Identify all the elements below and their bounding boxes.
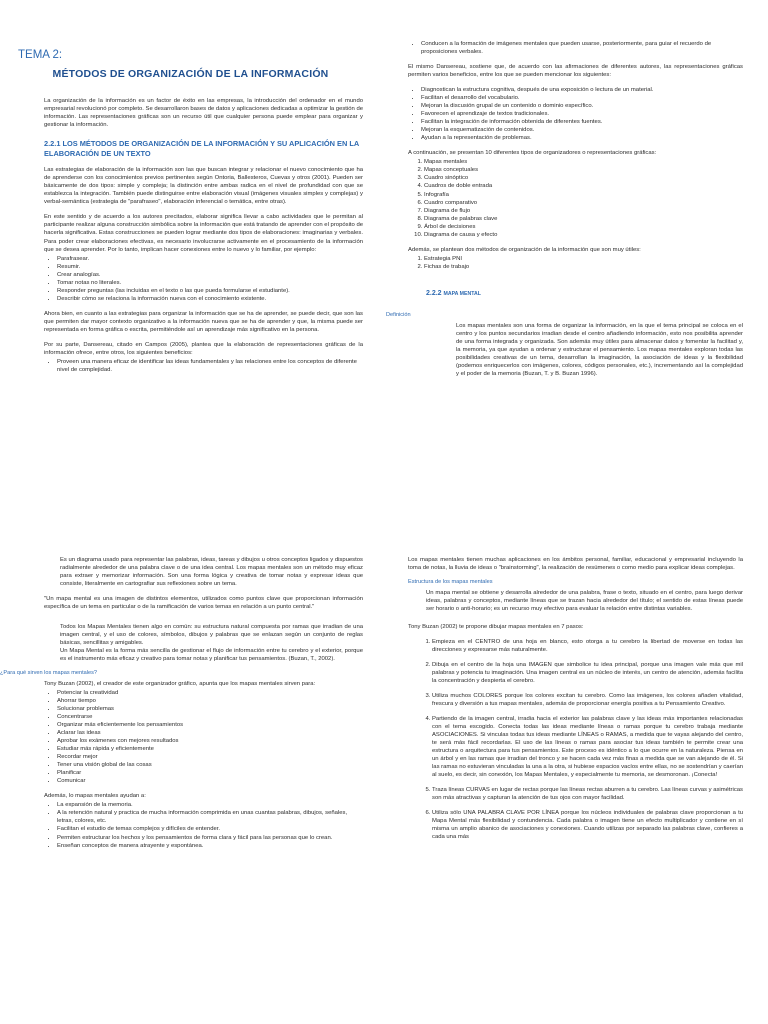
topic-number: TEMA 2:	[18, 49, 63, 61]
paragraph: Tony Buzan (2002), el creador de este organizador gráfico, apunta que los mapas mentales sirven para:	[44, 680, 316, 687]
list-item: • Recordar mejor	[57, 753, 363, 761]
list-item: 6. Cuadro comparativo	[424, 199, 743, 207]
paragraph: Un mapa mental se obtiene y desarrolla alrededor de una palabra, frase o texto, situado en el centro, para luego derivar ideas, palabras y conceptos, mediante líneas que se trazan hacia alrededor del título; el sentido de estas líneas puede ser horario o anti-horario; es un recurso muy efectivo para evaluar la relación entre distintas variables.	[426, 589, 743, 612]
definition-label: Definición	[386, 312, 411, 319]
section-title: MAPA MENTAL	[443, 290, 481, 297]
page-3	[0, 556, 363, 857]
paragraph: A continuación, se presentan 10 diferentes tipos de organizadores o representaciones gráficas:	[408, 150, 657, 157]
list-item: • Crear analogías.	[57, 271, 363, 279]
benefits-list	[44, 358, 363, 374]
paragraph: Además, lo mapas mentales ayudan a:	[44, 793, 146, 800]
list-item: 1. Mapas mentales	[424, 158, 743, 166]
paragraph: Un Mapa Mental es la forma más sencilla de gestionar el flujo de información entre tu cerebro y el exterior, porque es el instrumento más eficaz y creativo para tomar notas y planificar tus pensamientos. (Buzan, T., 2002).	[60, 648, 363, 663]
list-item: • Diagnostican la estructura cognitiva, después de una exposición o lectura de un material.	[421, 86, 743, 94]
question-label: ¿Para qué sirven los mapas mentales?	[0, 670, 98, 677]
helps-list	[44, 801, 363, 849]
list-item: • Permiten estructurar los hechos y los pensamientos de forma clara y fácil para las personas que lo crean.	[57, 834, 363, 842]
list-item: • Describir cómo se relaciona la información nueva con el conocimiento existente.	[57, 295, 363, 303]
paragraph: Las estrategias de elaboración de la información son las que buscan integrar y relacionar el nuevo conocimiento que ha de aprenderse con los conocimientos previos pertinentes según Ontoria, Ballesteros, Cuevas y otros (2001). Pueden ser básicamente de dos tipos: simple y compleja; la distinción entre ambas radica en el nivel de profundidad con que se establezca la integración. También puede distinguirse entre elaboración visual (imágenes visuales simples y complejas) y verbal-semántica (estrategia de "parafraseo", elaboración inferencial o temática, entre otras).	[44, 167, 363, 206]
list-item: • Proveen una manera eficaz de identificar las ideas fundamentales y las relaciones entre los conceptos de diferente nivel de complejidad.	[57, 358, 363, 374]
page-4	[408, 556, 743, 848]
list-item: • Parafrasear.	[57, 255, 363, 263]
list-item: 2. Dibuja en el centro de la hoja una IMAGEN que simbolice tu idea principal, porque una imagen vale más que mil palabras y potencia tu imaginación. Una imagen central es un núcleo de interés, un centro de atención, además facilita la concentración y despierta el cerebro.	[432, 661, 743, 685]
list-item: 1. Empieza en el CENTRO de una hoja en blanco, esto otorga a tu cerebro la libertad de moverse en todas las direcciones y expresarse más naturalmente.	[432, 638, 743, 654]
paragraph: Todos los Mapas Mentales tienen algo en común: su estructura natural compuesta por ramas que irradian de una imagen central, y el uso de colores, símbolos, dibujos y palabras que se enlazan según un conjunto de reglas básicas, sencillitas y amigables.	[60, 624, 363, 647]
list-item: • Ayudan a la representación de problemas.	[421, 134, 743, 142]
page-1	[18, 48, 363, 381]
organizer-types-list	[408, 158, 743, 238]
list-item: 4. Partiendo de la imagen central, irradia hacia el exterior las palabras clave y las ideas más importantes relacionadas con el tema escogido. Conecta todas las ideas mediante líneas o ramas porque tu cerebro trabaja mediante ASOCIACIONES. Si vinculas todas tus ideas mediante LÍNEAS o RAMAS, a medida que te vayas alejando del centro, te será más fácil recordarlas. El uso de las líneas o ramas para asociar tus ideas también te permite crear una estructura o arquitectura para tus pensamientos. Este proceso es idéntico a lo que ocurre en la naturaleza. Piensa en un árbol y en las ramas que irradian del tronco y se hacen cada vez más finas a medida que se van alejando de él. Si las ramas no estuvieran vinculadas la una a la otra, si hubiese espacios vacíos entre ellas, no se sostendrían y caerían al suelo, es decir, sin conexión, los Mapas Mentales, y especialmente tu memoria, se desmoronan. ¡Conecta!	[432, 715, 743, 779]
list-item: • Aprobar los exámenes con mejores resultados	[57, 737, 363, 745]
list-item: • Tomar notas no literales.	[57, 279, 363, 287]
list-item: • Planificar	[57, 769, 363, 777]
list-item: • La expansión de la memoria.	[57, 801, 363, 809]
section-number: 2.2.2	[426, 289, 442, 297]
list-item: • Facilitan el desarrollo del vocabulario.	[421, 94, 743, 102]
uses-list	[44, 689, 363, 785]
document-title: MÉTODOS DE ORGANIZACIÓN DE LA INFORMACIÓN	[52, 67, 329, 80]
section-heading-2-2-2	[426, 289, 743, 299]
list-item: • Comunicar	[57, 777, 363, 785]
list-item: • Responder preguntas (las incluidas en el texto o las que pueda formularse el estudiante).	[57, 287, 363, 295]
list-item: • Concentrarse	[57, 713, 363, 721]
paragraph: Es un diagrama usado para representar las palabras, ideas, tareas y dibujos u otros conceptos ligados y dispuestos radialmente alrededor de una palabra clave o de una idea central. Los mapas mentales son un método muy eficaz para extraer y memorizar información. Son una forma lógica y creativa de tomar notas y expresar ideas que consiste, literalmente en cartografiar sus reflexiones sobre un tema.	[60, 557, 363, 588]
list-item: 2. Fichas de trabajo	[424, 263, 743, 271]
list-item: • Tener una visión global de las cosas	[57, 761, 363, 769]
list-item: • Potenciar la creatividad	[57, 689, 363, 697]
paragraph: El mismo Dansereau, sostiene que, de acuerdo con las afirmaciones de diferentes autores, las representaciones gráficas permiten varios beneficios, entre los que se pueden mencionar los siguientes:	[408, 64, 743, 79]
list-item: 4. Cuadros de doble entrada	[424, 182, 743, 190]
elaboration-list	[44, 255, 363, 303]
list-item: • Ahorrar tiempo	[57, 697, 363, 705]
list-item: • Conducen a la formación de imágenes mentales que pueden usarse, posteriormente, para guiar el recuerdo de proposiciones verbales.	[421, 40, 743, 56]
list-item: • Aclarar las ideas	[57, 729, 363, 737]
list-item: 8. Diagrama de palabras clave	[424, 215, 743, 223]
list-item: • Resumir.	[57, 263, 363, 271]
list-item: • A la retención natural y practica de mucha información comprimida en unas cuantas palabras, dibujos, señales, letras, colores, etc.	[57, 809, 363, 825]
seven-steps-list	[408, 638, 743, 842]
graphic-benefits-list	[408, 86, 743, 142]
list-item: 2. Mapas conceptuales	[424, 166, 743, 174]
list-item: 7. Diagrama de flujo	[424, 207, 743, 215]
list-item: 5. Traza líneas CURVAS en lugar de rectas porque las líneas rectas aburren a tu cerebro. Las líneas curvas y asimétricas son más atractivas y capturan la atención de tus ojos con mayor facilidad.	[432, 786, 743, 802]
list-item: 1. Estrategia PNI	[424, 255, 743, 263]
list-item: • Facilitan la integración de información obtenida de diferentes fuentes.	[421, 118, 743, 126]
list-item: 6. Utiliza sólo UNA PALABRA CLAVE POR LÍNEA porque los núcleos individuales de palabras clave proporcionan a tu Mapa Mental más flexibilidad y contundencia. Cada palabra o imagen tiene un efecto multiplicador y contiene en sí misma un amplio abanico de asociaciones y conexiones. Cuando utilizas por separado las palabras clave, confieres a cada una más	[432, 809, 743, 841]
list-item: 3. Utiliza muchos COLORES porque los colores excitan tu cerebro. Como las imágenes, los colores añaden vitalidad, frescura y diversión a tus mapas mentales, además de proporcionar energía positiva a tu Pensamiento Creativo.	[432, 692, 743, 708]
list-item: 5. Infografía	[424, 191, 743, 199]
list-item: 10. Diagrama de causa y efecto	[424, 231, 743, 239]
structure-label: Estructura de los mapas mentales	[408, 579, 493, 586]
list-item: • Estudiar más rápida y eficientemente	[57, 745, 363, 753]
page-2	[386, 40, 743, 385]
paragraph: En este sentido y de acuerdo a los autores precitados, elaborar significa llevar a cabo actividades que le permitan al participante realizar alguna construcción simbólica sobre la información que está tratando de aprender con el propósito de hacerla significativa. Estas construcciones se pueden lograr mediante dos tipos de elaboraciones: imaginarias y verbales. Para poder crear elaboraciones efectivas, es necesario involucrarse activamente en el procesamiento de la información que se desea aprender. Por lo tanto, implican hacer conexiones entre lo nuevo y lo familiar, por ejemplo:	[44, 214, 363, 253]
paragraph: Además, se plantean dos métodos de organización de la información que son muy útiles:	[408, 246, 641, 253]
section-heading-2-2-1: 2.2.1 LOS MÉTODOS DE ORGANIZACIÓN DE LA INFORMACIÓN Y SU APLICACIÓN EN LA ELABORACIÓN DE UN TEXTO	[44, 139, 359, 158]
list-item: 3. Cuadro sinóptico	[424, 174, 743, 182]
intro-paragraph: La organización de la información es un factor de éxito en las empresas, la introducción del ordenador en el mundo empresarial revolucionó por completo. Se desarrollaron bases de datos y aplicaciones dedicadas a optimizar la gestión de información. Las representaciones gráficas son un recurso útil que cualquier persona puede emplear para organizar y gestionar la información.	[44, 97, 363, 128]
list-item: • Facilitan el estudio de temas complejos y difíciles de entender.	[57, 825, 363, 833]
list-item: • Organizar más eficientemente los pensamientos	[57, 721, 363, 729]
list-item: • Mejoran la discusión grupal de un contenido o dominio específico.	[421, 102, 743, 110]
methods-list	[408, 255, 743, 271]
list-item: • Enseñan conceptos de manera atrayente y espontánea.	[57, 842, 363, 850]
list-item: 9. Árbol de decisiones	[424, 223, 743, 231]
paragraph: Por su parte, Dansereau, citado en Campos (2005), plantea que la elaboración de representaciones gráficas de la información ofrece, entre otros, los siguientes beneficios:	[44, 341, 363, 356]
paragraph: Los mapas mentales tienen muchas aplicaciones en los ámbitos personal, familiar, educacional y empresarial incluyendo la toma de notas, la lluvia de ideas o "brainstorming", la realización de resúmenes o como medio para explicar ideas complejas.	[408, 557, 743, 572]
definition-paragraph: Los mapas mentales son una forma de organizar la información, en la que el tema principal se coloca en el centro y los puntos secundarios irradian desde el centro añadiendo información, esto nos posibilita aprender de una forma integrada y organizada. Son además muy útiles para almacenar datos y fomentar la facilitad y, la memoria, ya que ayudan a ordenar y estructurar el pensamiento. Los mapas mentales exploran todas las posibilidades creativas de un tema, desarrollan la imaginación, la asociación de ideas y la flexibilidad (podemos enriquecerlos con imágenes, colores, códigos personales, etc.), incrementando así la complejidad y el poder de la memoria (Buzan, T. y B. Buzan 1996).	[456, 322, 743, 378]
list-item: • Solucionar problemas	[57, 705, 363, 713]
paragraph: Tony Buzan (2002) te propone dibujar mapas mentales en 7 pasos:	[408, 623, 584, 630]
paragraph: Ahora bien, en cuanto a las estrategias para organizar la información que se ha de aprender, se puede decir, que son las que permiten dar mayor contexto organizativo a la información nueva que se ha de aprender y que, la misma puede ser representada en forma gráfica o escrita, permitiéndole así un aprendizaje más significativo en la persona.	[44, 310, 363, 333]
list-item: • Mejoran la esquematización de contenidos.	[421, 126, 743, 134]
list-item: • Favorecen el aprendizaje de textos tradicionales.	[421, 110, 743, 118]
quote-paragraph: "Un mapa mental es una imagen de distintos elementos, utilizados como puntos clave que proporcionan información específica de un tema en particular o de la ramificación de varios temas en relación a un punto central."	[44, 596, 363, 611]
benefits-list-continued	[408, 40, 743, 56]
